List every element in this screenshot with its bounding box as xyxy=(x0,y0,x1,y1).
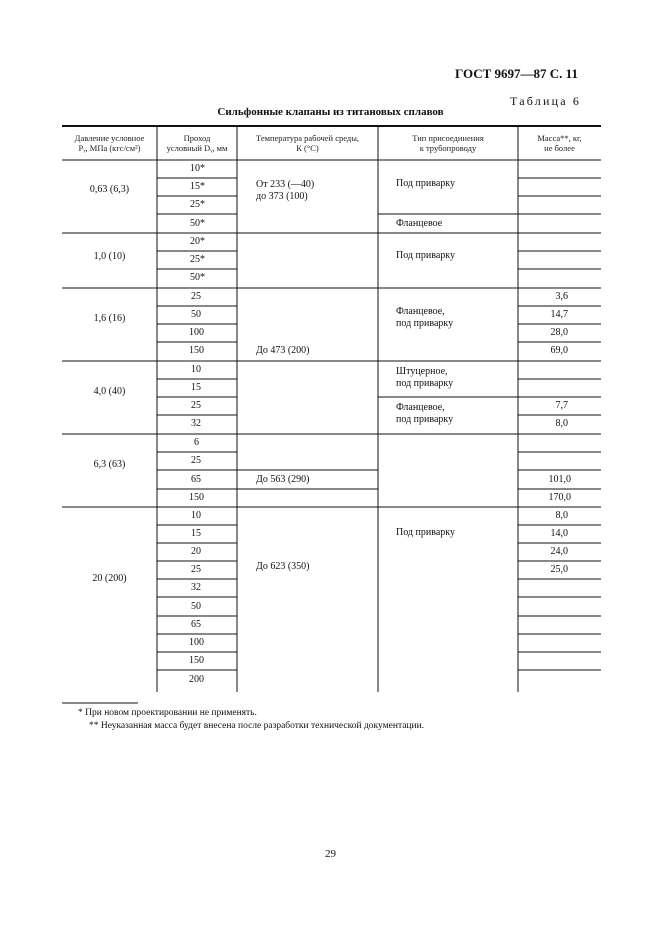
page-number: 29 xyxy=(325,848,336,860)
bore-cell: 25 xyxy=(191,400,201,411)
bore-cell: 10 xyxy=(191,364,201,375)
header-connection-line1: Тип присоединения xyxy=(412,133,484,143)
bore-cell: 150 xyxy=(189,655,204,666)
connection-cell: Под приварку xyxy=(396,527,455,538)
temperature-cell xyxy=(256,179,314,203)
connection-line1: Фланцевое, xyxy=(396,306,445,317)
mass-cell: 170,0 xyxy=(548,492,571,503)
connection-line1: Штуцерное, xyxy=(396,366,448,377)
connection-line2: под приварку xyxy=(396,378,454,389)
bore-cell: 50 xyxy=(191,309,201,320)
mass-cell: 101,0 xyxy=(548,474,571,485)
header-bore xyxy=(157,133,237,153)
header-mass-line2: не более xyxy=(544,143,575,153)
pressure-cell: 6,3 (63) xyxy=(93,459,126,470)
table-title: Сильфонные клапаны из титановых сплавов xyxy=(217,106,444,118)
mass-cell: 14,7 xyxy=(550,309,568,320)
header-connection xyxy=(378,133,518,153)
bore-cell: 25 xyxy=(191,564,201,575)
header-bore-line1: Проход xyxy=(183,133,211,143)
mass-cell: 69,0 xyxy=(550,345,568,356)
bore-cell: 15* xyxy=(190,181,205,192)
header-mass xyxy=(518,133,601,153)
connection-line2: под приварку xyxy=(396,414,454,425)
bore-cell: 100 xyxy=(189,637,204,648)
bore-cell: 100 xyxy=(189,327,204,338)
bore-cell: 50* xyxy=(190,272,205,283)
pressure-cell: 1,6 (16) xyxy=(93,313,126,324)
bore-cell: 10* xyxy=(190,163,205,174)
bore-cell: 15 xyxy=(191,382,201,393)
connection-cell xyxy=(396,306,453,330)
pressure-cell: 20 (200) xyxy=(92,573,127,584)
bore-cell: 50 xyxy=(191,601,201,612)
bore-cell: 10 xyxy=(191,510,201,521)
temperature-line1: От 233 (—40) xyxy=(256,179,315,190)
bore-cell: 50* xyxy=(190,218,205,229)
bore-cell: 65 xyxy=(191,474,201,485)
mass-cell: 8,0 xyxy=(555,418,568,429)
mass-cell: 3,6 xyxy=(555,291,568,302)
bore-cell: 32 xyxy=(191,418,201,429)
bore-cell: 25 xyxy=(191,455,201,466)
mass-cell: 14,0 xyxy=(550,528,568,539)
header-pressure xyxy=(62,133,157,153)
pressure-cell: 4,0 (40) xyxy=(93,386,126,397)
footnote: ** Неуказанная масса будет внесена после разработки технической документации. xyxy=(89,721,425,731)
connection-cell xyxy=(396,366,453,390)
mass-cell: 24,0 xyxy=(550,546,568,557)
header-temperature-line2: К (°С) xyxy=(296,143,319,153)
header-temperature-line1: Температура рабочей среды, xyxy=(255,133,360,143)
bore-cell: 200 xyxy=(189,674,204,685)
pressure-cell: 0,63 (6,3) xyxy=(89,184,130,195)
temperature-cell: До 563 (290) xyxy=(256,474,310,485)
bore-cell: 20 xyxy=(191,546,201,557)
connection-cell xyxy=(396,402,453,426)
header-connection-line2: к трубопроводу xyxy=(419,143,477,153)
header-pressure-line1: Давление условное xyxy=(74,133,145,143)
connection-cell: Под приварку xyxy=(396,178,455,189)
header-temperature xyxy=(237,133,378,153)
temperature-cell: До 623 (350) xyxy=(256,561,310,572)
header-mass-line1: Масса**, кг, xyxy=(537,133,582,143)
connection-cell: Под приварку xyxy=(396,250,455,261)
bore-cell: 32 xyxy=(191,582,201,593)
mass-cell: 7,7 xyxy=(555,400,568,411)
pressure-cell: 1,0 (10) xyxy=(93,251,126,262)
header-bore-line2: условный Dᵧ, мм xyxy=(166,143,228,153)
bore-cell: 20* xyxy=(190,236,205,247)
connection-line1: Фланцевое, xyxy=(396,402,445,413)
bore-cell: 15 xyxy=(191,528,201,539)
header-pressure-line2: Pᵧ, МПа (кгс/см²) xyxy=(78,143,141,153)
mass-cell: 25,0 xyxy=(550,564,568,575)
connection-line2: под приварку xyxy=(396,318,454,329)
bore-cell: 150 xyxy=(189,345,204,356)
table-number: Таблица 6 xyxy=(510,94,582,108)
bore-cell: 25* xyxy=(190,199,205,210)
connection-cell: Фланцевое xyxy=(396,218,443,229)
footnote: * При новом проектировании не применять. xyxy=(78,708,257,718)
mass-cell: 28,0 xyxy=(550,327,568,338)
temperature-line2: до 373 (100) xyxy=(256,191,308,202)
bore-cell: 150 xyxy=(189,492,204,503)
document-reference: ГОСТ 9697—87 С. 11 xyxy=(455,66,578,81)
bore-cell: 25* xyxy=(190,254,205,265)
bore-cell: 25 xyxy=(191,291,201,302)
bore-cell: 65 xyxy=(191,619,201,630)
bore-cell: 6 xyxy=(194,437,199,448)
mass-cell: 8,0 xyxy=(555,510,568,521)
temperature-cell: До 473 (200) xyxy=(256,345,310,356)
